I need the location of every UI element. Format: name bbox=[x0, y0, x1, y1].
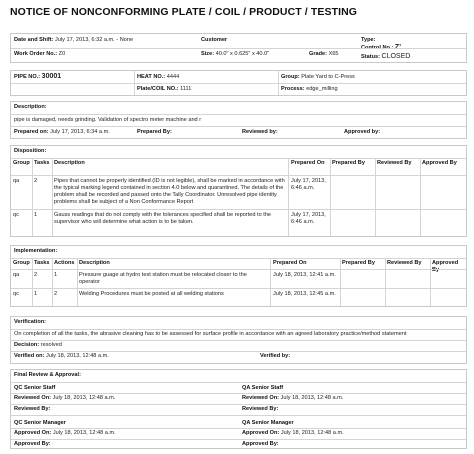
header-section bbox=[10, 33, 467, 63]
impl-col-approved-by: Approved By bbox=[432, 260, 459, 273]
verified-on: Verified on: July 18, 2013, 12:48 a.m. bbox=[14, 353, 109, 359]
table-row: qc bbox=[13, 212, 19, 218]
qc-senior-staff: QC Senior Staff bbox=[14, 385, 56, 391]
verified-by: Verified by: bbox=[260, 353, 291, 359]
description-section bbox=[10, 101, 467, 139]
table-row-description: Pressure guage at hydro test station must be relocated closer to the operator bbox=[79, 272, 247, 285]
impl-col-prepared-by: Prepared By bbox=[342, 260, 375, 266]
disp-col-reviewed-by: Reviewed By bbox=[377, 160, 412, 166]
table-row-prepared-on: July 18, 2013, 12:45 a.m. bbox=[273, 291, 336, 297]
description-approved-by: Approved by: bbox=[344, 129, 381, 135]
table-row: qa bbox=[13, 178, 20, 184]
disposition-title: Disposition: bbox=[14, 148, 47, 154]
status: Status: CLOSED bbox=[361, 53, 411, 60]
work-order: Work Order No.: Z0 bbox=[14, 51, 66, 57]
disp-col-prepared-by: Prepared By bbox=[332, 160, 365, 166]
table-row-tasks: 2 bbox=[34, 272, 38, 278]
table-row-prepared-on: July 17, 2013, 6:46 a.m. bbox=[291, 212, 326, 225]
group: Group: Plate Yard to C-Press bbox=[281, 74, 355, 80]
qc-approved-on: Approved On: July 18, 2013, 12:48 a.m. bbox=[14, 430, 116, 436]
size: Size: 40.0" x 0.625" x 40.0" bbox=[201, 51, 270, 57]
disp-col-group: Group bbox=[13, 160, 30, 166]
description-prepared-by: Prepared By: bbox=[137, 129, 172, 135]
heat-no: HEAT NO.: 4444 bbox=[137, 74, 180, 80]
control-no: Control No.: Z’ bbox=[361, 44, 402, 51]
qc-reviewed-on: Reviewed On: July 18, 2013, 12:48 a.m. bbox=[14, 395, 116, 401]
type-label: Type: bbox=[361, 37, 376, 43]
table-row: qa bbox=[13, 272, 20, 278]
impl-col-description: Description bbox=[79, 260, 110, 266]
qa-senior-staff: QA Senior Staff bbox=[242, 385, 284, 391]
plate-coil-no: Plate/COIL NO.: 1111 bbox=[137, 86, 192, 92]
verification-title: Verification: bbox=[14, 319, 47, 325]
table-row-prepared-on: July 17, 2013, 6:46 a.m. bbox=[291, 178, 326, 191]
table-row-actions: 1 bbox=[54, 272, 58, 278]
description-text: pipe is damaged, needs grinding. Validation of spectro meter machine and r bbox=[14, 117, 202, 123]
date-shift: Date and Shift: July 17, 2013, 6:32 a.m. - None bbox=[14, 37, 134, 43]
process: Process: edge_milling bbox=[281, 86, 338, 92]
decision: Decision: resolved bbox=[14, 342, 62, 348]
table-row-description: Welding Procedures must be posted at all welding stations bbox=[79, 291, 224, 297]
impl-col-group: Group bbox=[13, 260, 30, 266]
disp-col-approved-by: Approved By bbox=[422, 160, 457, 166]
pipe-section bbox=[10, 70, 467, 96]
final-review-section bbox=[10, 369, 467, 449]
table-row-actions: 2 bbox=[54, 291, 58, 297]
implementation-title: Implementation: bbox=[14, 248, 58, 254]
qa-approved-by: Approved By: bbox=[242, 441, 279, 447]
impl-col-prepared-on: Prepared On bbox=[273, 260, 307, 266]
impl-col-actions: Actions bbox=[54, 260, 75, 266]
table-row-description: Gauss readings that do not comply with the tolerances specified shall be reported to the supervisor who will determine what action is to be taken. bbox=[54, 212, 272, 225]
table-row-tasks: 1 bbox=[34, 291, 38, 297]
table-row-tasks: 1 bbox=[34, 212, 38, 218]
qc-senior-manager: QC Senior Manager bbox=[14, 420, 66, 426]
table-row-prepared-on: July 18, 2013, 12:41 a.m. bbox=[273, 272, 336, 278]
verification-text: On completion of all the tasks, the abrasive cleaning has to be assessed for surface profile in accordance with an agreed laboratory practice/method statement bbox=[14, 331, 407, 337]
disp-col-prepared-on: Prepared On bbox=[291, 160, 325, 166]
pipe-no: PIPE NO.: 30001 bbox=[14, 73, 62, 80]
disp-col-description: Description bbox=[54, 160, 85, 166]
grade: Grade: X65 bbox=[309, 51, 339, 57]
table-row: qc bbox=[13, 291, 19, 297]
qc-approved-by: Approved By: bbox=[14, 441, 51, 447]
qa-senior-manager: QA Senior Manager bbox=[242, 420, 294, 426]
table-row-tasks: 2 bbox=[34, 178, 38, 184]
qa-reviewed-on: Reviewed On: July 18, 2013, 12:48 a.m. bbox=[242, 395, 344, 401]
description-reviewed-by: Reviewed by: bbox=[242, 129, 278, 135]
customer-label: Customer bbox=[201, 37, 228, 43]
page-title: NOTICE OF NONCONFORMING PLATE / COIL / PRODUCT / TESTING bbox=[10, 6, 358, 18]
impl-col-reviewed-by: Reviewed By bbox=[387, 260, 422, 266]
verification-section bbox=[10, 316, 467, 364]
disposition-section bbox=[10, 145, 467, 237]
qa-reviewed-by: Reviewed By: bbox=[242, 406, 279, 412]
description-title: Description: bbox=[14, 104, 47, 110]
qc-reviewed-by: Reviewed By: bbox=[14, 406, 51, 412]
qa-approved-on: Approved On: July 18, 2013, 12:48 a.m. bbox=[242, 430, 344, 436]
implementation-section bbox=[10, 245, 467, 307]
impl-col-tasks: Tasks bbox=[34, 260, 50, 266]
disp-col-tasks: Tasks bbox=[34, 160, 50, 166]
table-row-description: Pipes that cannot be properly identified (ID is not legible), shall be marked in accordance with the typical marking legend contained in section 4.0 below and quarantined. The details of the problem shall be recorded and passed onto the Tally Coordinator. Unresolved pipe identity problems shall be subject of a Non Conformance Report bbox=[54, 178, 285, 205]
description-prepared-on: Prepared on: July 17, 2013, 6:34 a.m. bbox=[14, 129, 110, 135]
final-review-title: Final Review & Approval: bbox=[14, 372, 81, 378]
